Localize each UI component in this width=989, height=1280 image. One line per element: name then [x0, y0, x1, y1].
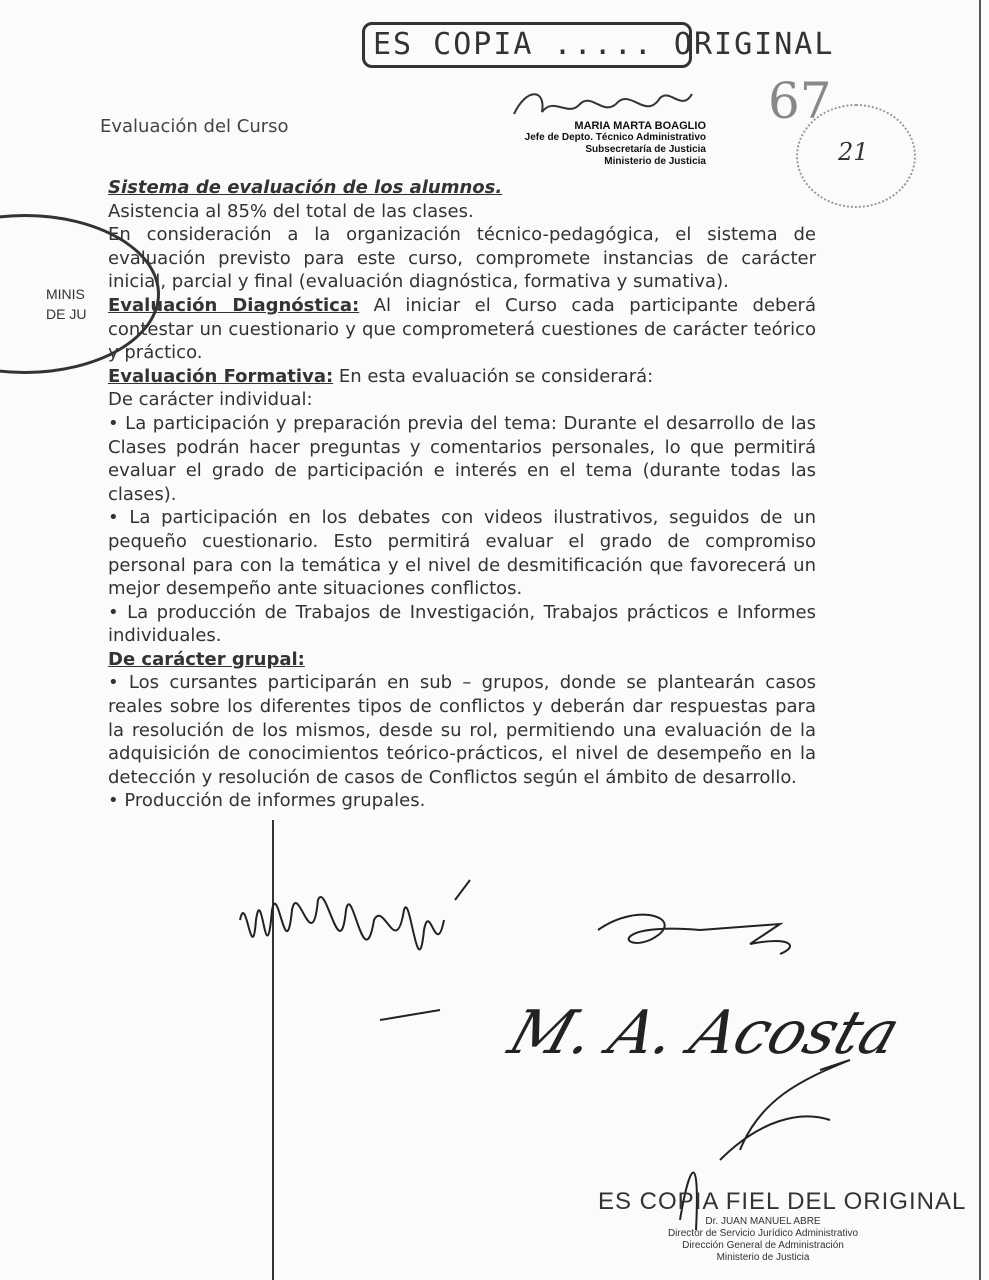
- signature-right-scribble: [598, 915, 790, 954]
- formative-paragraph: [108, 365, 816, 389]
- official-ministry: Ministerio de Justicia: [604, 156, 706, 167]
- group-item: • Los cursantes participarán en sub – grupos, donde se plantearán casos reales sobre los diferentes tipos de conflictos y deberán dar respuestas para la resolución de los mismos, desde su rol, permitiendo una evaluación de la adquisición de conocimientos teórico-prácticos, el nivel de desempeño en la detección y resolución de casos de Conflictos según el ámbito de desarrollo.: [108, 672, 816, 788]
- individual-item: • La producción de Trabajos de Investigación, Trabajos prácticos e Informes individuales.: [108, 601, 816, 647]
- certifier-role: Director de Servicio Jurídico Administrativo: [667, 1228, 859, 1239]
- page-header-title: Evaluación del Curso: [100, 116, 289, 137]
- seal-text-line1: MINIS: [46, 286, 85, 302]
- official-office: Subsecretaría de Justicia: [585, 144, 706, 155]
- certifier-name: Dr. JUAN MANUEL ABRE: [705, 1216, 821, 1227]
- copy-stamp-top: ES COPIA ..... ORIGINAL: [362, 22, 692, 68]
- section-heading: Sistema de evaluación de los alumnos.: [108, 177, 503, 198]
- group-item: • Producción de informes grupales.: [108, 790, 426, 812]
- folio-number: 67: [768, 72, 832, 130]
- individual-item: • La participación y preparación previa del tema: Durante el desarrollo de las Clases podrán hacer preguntas y comentarios personales, lo que permitirá evaluar el grado de participación e interés en el tema (durante todas las clases).: [108, 412, 816, 505]
- certifier-ministry: Ministerio de Justicia: [716, 1252, 810, 1263]
- formative-label: Evaluación Formativa:: [108, 365, 334, 387]
- circle-stamp-number: 21: [838, 138, 869, 166]
- certified-copy-title: ES COPIA FIEL DEL ORIGINAL: [598, 1188, 967, 1215]
- attendance-line: Asistencia al 85% del total de las clases.: [108, 200, 474, 222]
- individual-item: • La participación en los debates con videos ilustrativos, seguidos de un pequeño cuestionario. Esto permitirá evaluar el grado de compromiso personal para con la temática y el nivel de desmitificación que favorecerá un mejor desempeño ante situaciones conflictos.: [108, 507, 816, 600]
- intro-paragraph: En consideración a la organización técnico-pedagógica, el sistema de evaluación previsto para este curso, compromete instancias de carácter inicial, parcial y final (evaluación diagnóstica, formativa y sumativa).: [108, 224, 816, 293]
- certified-copy-stamp: [598, 1188, 967, 1264]
- official-role: Jefe de Depto. Técnico Administrativo: [524, 132, 706, 143]
- seal-text-line2: DE JU: [46, 306, 87, 322]
- diagnostic-label: Evaluación Diagnóstica:: [108, 294, 360, 316]
- diagnostic-text: Al iniciar el Curso cada participante deberá contestar un cuestionario y que comprometerá cuestiones de carácter teórico y práctico.: [108, 294, 816, 364]
- ministry-seal-text: [46, 284, 86, 324]
- document-body: [108, 176, 816, 813]
- official-signature-block: [506, 120, 706, 168]
- diagnostic-paragraph: [108, 294, 816, 365]
- individual-label: De carácter individual:: [108, 389, 313, 411]
- certifier-office: Dirección General de Administración: [682, 1240, 844, 1251]
- group-label: De carácter grupal:: [108, 648, 305, 670]
- handwritten-name: M. A. Acosta: [500, 998, 909, 1068]
- official-name: MARIA MARTA BOAGLIO: [574, 120, 706, 132]
- signature-left-scribble: [240, 880, 470, 1020]
- formative-text: En esta evaluación se considerará:: [333, 365, 654, 387]
